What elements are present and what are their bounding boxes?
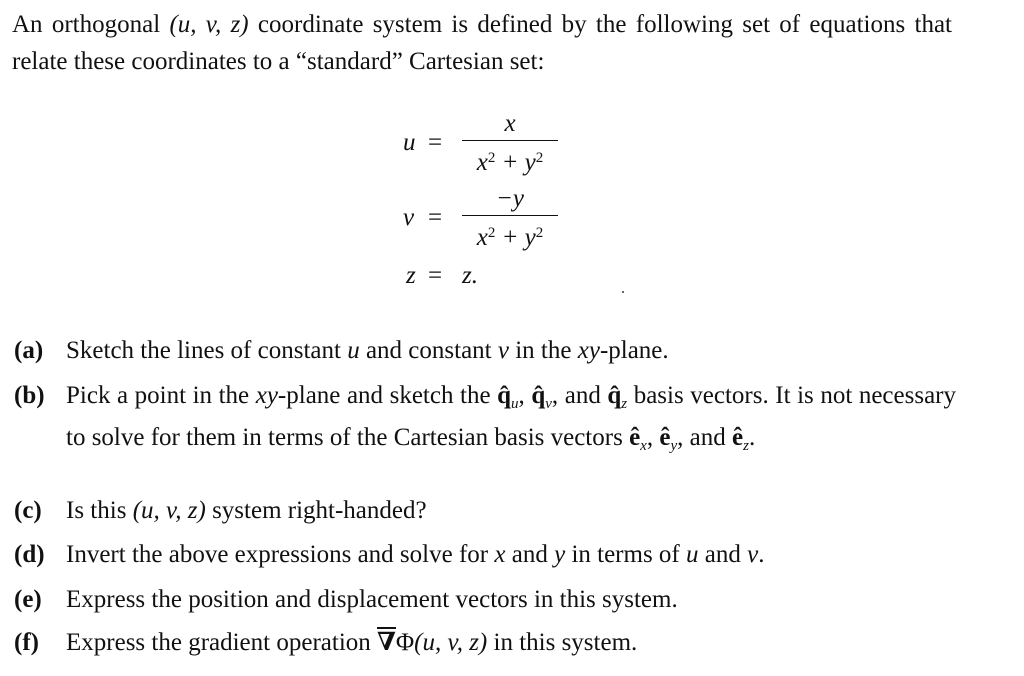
qa-u: u xyxy=(347,337,360,364)
equation-v-denominator xyxy=(462,220,558,251)
question-f-label: (f) xyxy=(14,629,39,656)
qb-e-hat-x: ê xyxy=(629,424,641,451)
equation-u-lhs: u xyxy=(403,129,416,156)
equation-u-fraction xyxy=(462,111,558,176)
question-a xyxy=(14,334,1004,367)
qd-t3: in terms of xyxy=(565,541,687,568)
question-e-label: (e) xyxy=(14,586,42,613)
question-c xyxy=(14,494,1004,527)
qb-sub-ez: z xyxy=(743,438,749,454)
stray-dot xyxy=(622,291,624,293)
qd-u: u xyxy=(686,541,699,568)
question-d-label: (d) xyxy=(14,541,45,568)
question-a-label: (a) xyxy=(14,337,44,364)
qd-y: y xyxy=(554,541,566,568)
equation-z-lhs: z xyxy=(406,262,416,289)
intro-coordinates: (u, v, z) xyxy=(169,11,249,38)
qf-t1: Express the gradient operation xyxy=(66,629,378,656)
equation-v-den-exp-x: 2 xyxy=(487,225,496,241)
equation-v-numerator: −y xyxy=(496,185,524,212)
qb-sub-u: u xyxy=(511,396,519,412)
question-a-text xyxy=(66,334,966,367)
equation-u-denominator xyxy=(462,145,558,176)
equation-u-den-x: x xyxy=(476,149,488,176)
qb-t3: , and xyxy=(551,382,608,409)
equation-u-den-exp-x: 2 xyxy=(487,150,496,166)
qc-t2: system right-handed? xyxy=(205,497,427,524)
qd-t5: . xyxy=(758,541,765,568)
qc-t1: Is this xyxy=(66,497,133,524)
intro-text-start: An orthogonal xyxy=(12,11,170,38)
question-c-label: (c) xyxy=(14,497,42,524)
equation-v-lhs: v xyxy=(403,204,415,231)
question-d xyxy=(14,538,1004,571)
equation-block xyxy=(0,0,1024,300)
qb-q-hat-v: q̂ xyxy=(531,382,546,409)
equation-u-numerator: x xyxy=(504,110,516,137)
qb-q-hat-z: q̂ xyxy=(607,382,622,409)
question-e xyxy=(14,583,1004,616)
qc-coords: (u, v, z) xyxy=(132,497,206,524)
qb-t4: basis vectors. It is not necessary to solve for them in terms of the Cartesian basis vectors xyxy=(66,382,956,451)
qa-t2: and constant xyxy=(359,337,498,364)
qa-v: v xyxy=(497,337,509,364)
qb-sub-y: y xyxy=(670,438,678,454)
qb-e-hat-y: ê xyxy=(659,424,671,451)
equation-z-rhs: z. xyxy=(462,262,478,289)
equation-u-fraction-bar xyxy=(462,140,558,141)
qa-t1: Sketch the lines of constant xyxy=(66,337,348,364)
qf-args: (u, v, z) xyxy=(414,629,488,656)
question-b-text xyxy=(66,379,956,463)
equation-u-equals: = xyxy=(428,129,443,156)
question-f xyxy=(14,626,1004,659)
qb-sub-z: z xyxy=(621,396,628,412)
question-e-text: Express the position and displacement vectors in this system. xyxy=(66,586,678,613)
qb-sub-v: v xyxy=(545,396,552,412)
qd-t4: and xyxy=(698,541,748,568)
qd-x: x xyxy=(494,541,506,568)
equation-v-fraction xyxy=(462,186,558,251)
question-c-text xyxy=(66,494,966,527)
equation-z-equals: = xyxy=(428,262,443,289)
question-b-label: (b) xyxy=(14,382,45,409)
equation-v-equals: = xyxy=(428,204,443,231)
qf-t2: in this system. xyxy=(487,629,638,656)
qb-t6: . xyxy=(748,424,756,451)
equation-v-den-exp-y: 2 xyxy=(535,225,544,241)
equation-u-den-plus-y: + y xyxy=(495,149,536,176)
intro-text-end: coordinate system is defined by the following set of equations that relate these coordinates to a “standard” Cartesian set: xyxy=(12,11,952,75)
qb-t1: Pick a point in the xyxy=(66,382,256,409)
qa-t4: -plane. xyxy=(599,337,669,364)
qb-comma2: , xyxy=(646,424,654,451)
equation-v-fraction-bar xyxy=(462,215,558,216)
qd-v: v xyxy=(747,541,759,568)
qb-t2: -plane and sketch the xyxy=(277,382,498,409)
qb-xy: xy xyxy=(255,382,278,409)
qb-comma1: , xyxy=(518,382,532,409)
question-b xyxy=(14,379,1004,479)
question-d-text xyxy=(66,538,966,571)
equation-v-den-x: x xyxy=(476,224,488,251)
qb-t5: , and xyxy=(677,424,732,451)
qd-t2: and xyxy=(505,541,555,568)
qb-e-hat-z: ê xyxy=(731,424,744,451)
equation-u-den-exp-y: 2 xyxy=(535,150,544,166)
qb-q-hat-u: q̂ xyxy=(497,382,512,409)
qf-phi: Φ xyxy=(395,629,415,656)
equation-v-den-plus-y: + y xyxy=(495,224,536,251)
qd-t1: Invert the above expressions and solve for xyxy=(66,541,495,568)
gradient-nabla-icon: ∇ xyxy=(377,626,396,659)
qa-xy: xy xyxy=(577,337,600,364)
qb-sub-x: x xyxy=(640,438,647,454)
qa-t3: in the xyxy=(508,337,578,364)
question-f-text xyxy=(66,626,966,659)
